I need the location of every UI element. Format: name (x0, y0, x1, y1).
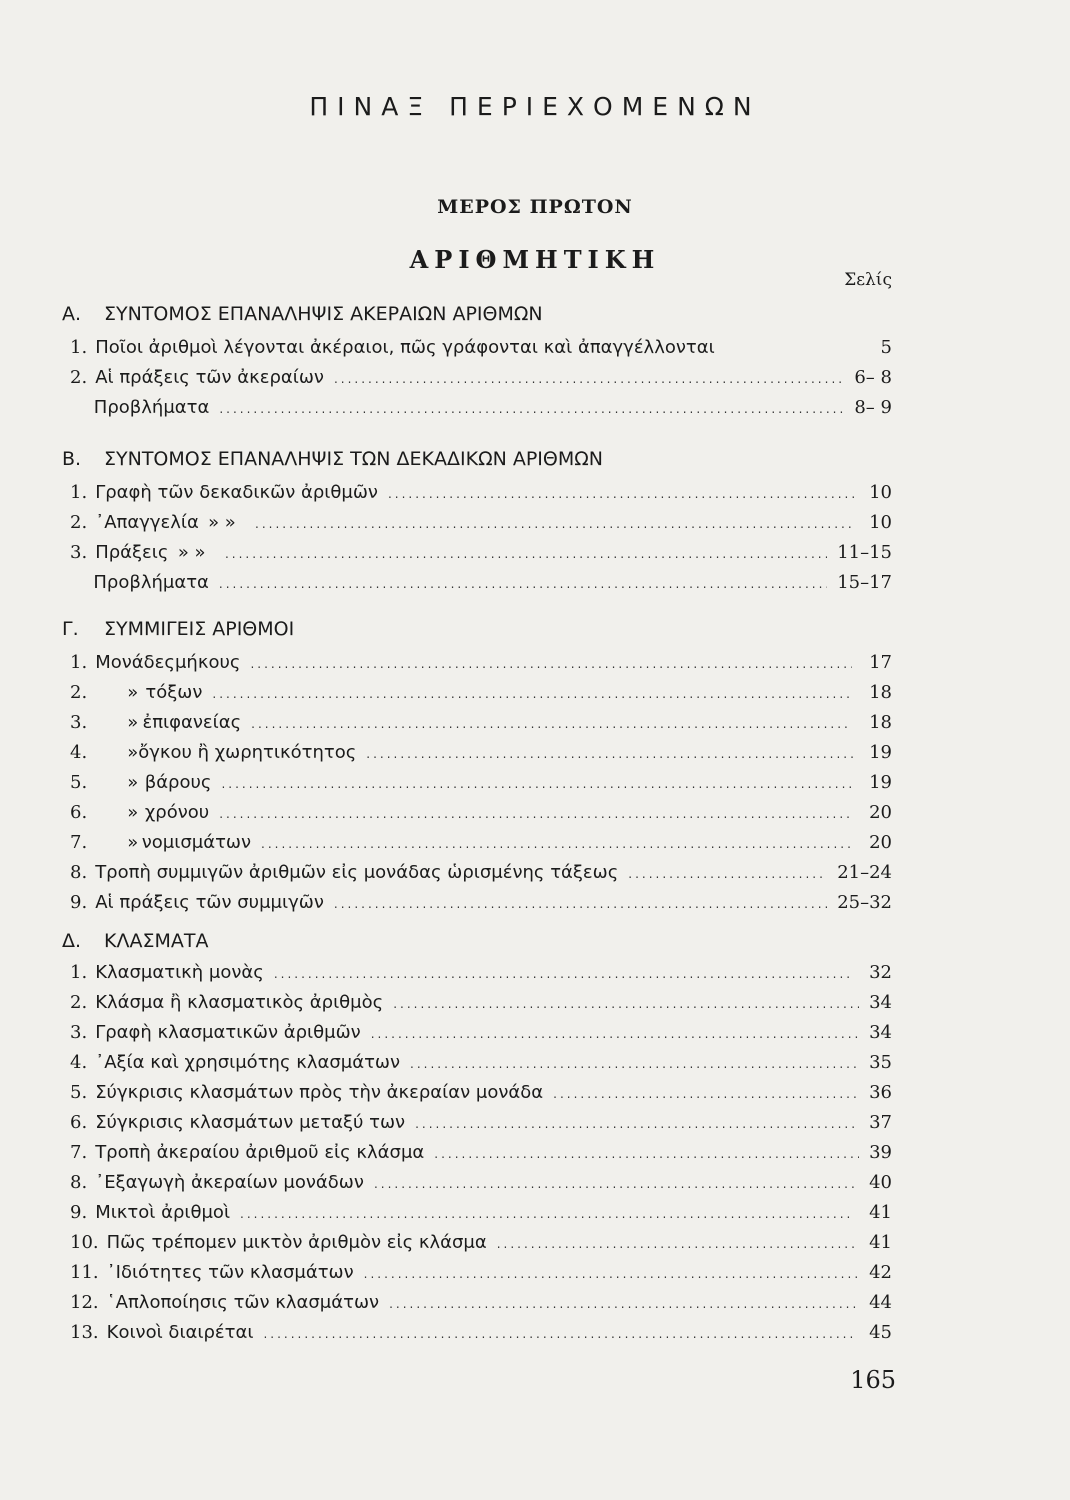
section-title: ΚΛΑΣΜΑΤΑ (104, 930, 209, 952)
entry-number: 2. (70, 992, 88, 1013)
dot-leader (274, 967, 854, 981)
dot-leader (628, 867, 827, 881)
section-heading-b (62, 448, 603, 470)
dot-leader (219, 577, 827, 591)
dot-leader (393, 997, 859, 1011)
entry-page: 42 (869, 1262, 892, 1283)
entry-number: 4. (70, 742, 88, 763)
toc-entry (70, 572, 892, 602)
entry-title: βάρους (144, 772, 212, 793)
entry-page: 34 (869, 1022, 892, 1043)
toc-entry (70, 1232, 892, 1262)
entry-title: Αἱ πράξεις τῶν ἀκεραίων (95, 367, 324, 388)
entry-page: 44 (869, 1292, 892, 1313)
toc-entry (70, 1082, 892, 1112)
entry-number: 1. (70, 337, 88, 358)
dot-leader (221, 777, 851, 791)
toc-entry (70, 772, 892, 802)
ditto-marks: » (127, 742, 139, 763)
dot-leader (250, 657, 852, 671)
entry-title: Πῶς τρέπομεν μικτὸν ἀριθμὸν εἰς κλάσμα (106, 1232, 487, 1253)
dot-leader (434, 1147, 859, 1161)
entry-page: 10 (869, 512, 892, 533)
entry-title: Τροπὴ ἀκεραίου ἀριθμοῦ εἰς κλάσμα (95, 1142, 425, 1163)
entry-number: 9. (70, 892, 88, 913)
entry-title: ᾿Απαγγελία (95, 512, 199, 533)
section-title: ΣΥΝΤΟΜΟΣ ΕΠΑΝΑΛΗΨΙΣ ΤΩΝ ΔΕΚΑΔΙΚΩΝ ΑΡΙΘΜΩΝ (104, 448, 603, 470)
section-heading-d (62, 930, 208, 952)
entry-title: Σύγκρισις κλασμάτων μεταξύ των (95, 1112, 406, 1133)
entry-number: 12. (70, 1292, 99, 1313)
entry-number: 6. (70, 802, 88, 823)
dot-leader (212, 687, 850, 701)
toc-entry (70, 542, 892, 572)
entry-title: Γραφὴ τῶν δεκαδικῶν ἀριθμῶν (95, 482, 378, 503)
entry-number: 10. (70, 1232, 99, 1253)
entry-number: 3. (70, 542, 88, 563)
entry-number: 2. (70, 682, 88, 703)
entry-title: ὄγκου ἢ χωρητικότητος (138, 742, 357, 763)
dot-leader (334, 897, 827, 911)
ditto-marks: » » (177, 542, 206, 563)
entry-title: Προβλήματα (93, 572, 209, 593)
toc-entry (70, 892, 892, 922)
entry-number: 7. (70, 1142, 88, 1163)
entry-title: Κοινοὶ διαιρέται (106, 1322, 254, 1343)
toc-entry (70, 1052, 892, 1082)
entry-title: νομισμάτων (141, 832, 252, 853)
entry-number: 8. (70, 862, 88, 883)
section-letter: Δ. (62, 930, 82, 952)
entry-page: 18 (869, 682, 892, 703)
toc-entry (70, 482, 892, 512)
dot-leader (410, 1057, 859, 1071)
toc-entry (70, 367, 892, 397)
section-heading-a (62, 303, 543, 325)
dot-leader (389, 1297, 859, 1311)
entry-page: 6– 8 (854, 367, 892, 388)
entry-title: χρόνου (144, 802, 210, 823)
dot-leader (219, 807, 851, 821)
toc-entry (70, 1022, 892, 1052)
entry-title: Γραφὴ κλασματικῶν ἀριθμῶν (95, 1022, 361, 1043)
entry-number: 2. (70, 367, 88, 388)
entry-page: 17 (869, 652, 892, 673)
entry-page: 11–15 (837, 542, 892, 563)
part-title: ΜΕΡΟΣ ΠΡΩΤΟΝ (437, 196, 633, 218)
toc-entry (70, 1292, 892, 1322)
entry-page: 34 (869, 992, 892, 1013)
entry-number: 2. (70, 512, 88, 533)
entry-title: ᾿Αξία καὶ χρησιμότης κλασμάτων (95, 1052, 401, 1073)
entry-number: 11. (70, 1262, 99, 1283)
dot-leader (415, 1117, 859, 1131)
entry-page: 8– 9 (854, 397, 892, 418)
entry-title: Πράξεις (95, 542, 169, 563)
entry-page: 41 (869, 1232, 892, 1253)
entry-page: 36 (869, 1082, 892, 1103)
dot-leader (255, 517, 853, 531)
entry-number: 3. (70, 1022, 88, 1043)
entry-page: 32 (869, 962, 892, 983)
entry-page: 41 (869, 1202, 892, 1223)
toc-entry (70, 1112, 892, 1142)
dot-leader (240, 1207, 852, 1221)
entry-number: 13. (70, 1322, 99, 1343)
toc-entry (70, 832, 892, 862)
page-number: 165 (850, 1366, 896, 1394)
entry-page: 25–32 (837, 892, 892, 913)
entry-page: 20 (869, 832, 892, 853)
dot-leader (334, 372, 844, 386)
entry-page: 40 (869, 1172, 892, 1193)
entry-page: 10 (869, 482, 892, 503)
entry-page: 15–17 (837, 572, 892, 593)
dot-leader (251, 717, 852, 731)
section-heading-c (62, 618, 294, 640)
toc-entry (70, 742, 892, 772)
entry-number: 5. (70, 1082, 88, 1103)
entry-page: 20 (869, 802, 892, 823)
dot-leader (261, 837, 853, 851)
section-letter: Β. (62, 448, 82, 470)
entry-title: Κλάσμα ἢ κλασματικὸς ἀριθμὸς (95, 992, 384, 1013)
ditto-marks: » (127, 832, 139, 853)
toc-entry (70, 802, 892, 832)
subject-title: ΑΡΙΘΜΗΤΙΚΗ (409, 245, 661, 274)
entry-title: Τροπὴ συμμιγῶν ἀριθμῶν εἰς μονάδας ὡρισμένης τάξεως (95, 862, 619, 883)
dot-leader (553, 1087, 859, 1101)
section-title: ΣΥΝΤΟΜΟΣ ΕΠΑΝΑΛΗΨΙΣ ΑΚΕΡΑΙΩΝ ΑΡΙΘΜΩΝ (104, 303, 543, 325)
ditto-marks: » (127, 712, 139, 733)
entry-title: Αἱ πράξεις τῶν συμμιγῶν (95, 892, 324, 913)
entry-number: 8. (70, 1172, 88, 1193)
dot-leader (366, 747, 858, 761)
entry-page: 35 (869, 1052, 892, 1073)
entry-title: Ποῖοι ἀριθμοὶ λέγονται ἀκέραιοι, πῶς γράφονται καὶ ἀπαγγέλλονται (95, 337, 715, 358)
dot-leader (364, 1267, 858, 1281)
entry-number: 1. (70, 482, 88, 503)
dot-leader (388, 487, 859, 501)
entry-number: 7. (70, 832, 88, 853)
entry-lead: Μονάδες (95, 652, 175, 673)
toc-entry (70, 1142, 892, 1172)
toc-entry (70, 1262, 892, 1292)
entry-title: ᾿Εξαγωγὴ ἀκεραίων μονάδων (95, 1172, 364, 1193)
toc-entry (70, 397, 892, 427)
page-column-label: Σελίς (844, 270, 892, 290)
entry-page: 18 (869, 712, 892, 733)
toc-entry (70, 337, 892, 367)
ditto-marks: » (127, 772, 139, 793)
entry-title: ῾Απλοποίησις τῶν κλασμάτων (106, 1292, 380, 1313)
dot-leader (371, 1027, 858, 1041)
entry-page: 19 (869, 742, 892, 763)
dot-leader (374, 1177, 858, 1191)
entry-number: 1. (70, 652, 88, 673)
entry-title: Προβλήματα (93, 397, 210, 418)
dot-leader (263, 1327, 853, 1341)
entry-number: 6. (70, 1112, 88, 1133)
toc-entry (70, 512, 892, 542)
entry-title: μήκους (174, 652, 241, 673)
ditto-marks: » » (208, 512, 236, 533)
ditto-marks: » (127, 802, 139, 823)
section-letter: Γ. (62, 618, 79, 640)
toc-entry (70, 682, 892, 712)
entry-title: Κλασματικὴ μονὰς (95, 962, 264, 983)
entry-page: 45 (869, 1322, 892, 1343)
entry-title: τόξων (145, 682, 203, 703)
entry-number: 1. (70, 962, 88, 983)
entry-title: Μικτοὶ ἀριθμοὶ (95, 1202, 231, 1223)
entry-page: 39 (869, 1142, 892, 1163)
dot-leader (225, 547, 827, 561)
ditto-marks: » (127, 682, 139, 703)
toc-entry (70, 862, 892, 892)
toc-entry (70, 1202, 892, 1232)
toc-entry (70, 1322, 892, 1352)
entry-number: 5. (70, 772, 88, 793)
entry-number: 3. (70, 712, 88, 733)
entry-page: 21–24 (837, 862, 892, 883)
entry-page: 5 (880, 337, 892, 358)
toc-entry (70, 712, 892, 742)
entry-title: Σύγκρισις κλασμάτων πρὸς τὴν ἀκεραίαν μονάδα (95, 1082, 544, 1103)
toc-entry (70, 1172, 892, 1202)
toc-entry (70, 992, 892, 1022)
dot-leader (497, 1237, 859, 1251)
toc-entry (70, 962, 892, 992)
contents-title: ΠΙΝΑΞ ΠΕΡΙΕΧΟΜΕΝΩΝ (309, 92, 761, 121)
entry-page: 37 (869, 1112, 892, 1133)
section-title: ΣΥΜΜΙΓΕΙΣ ΑΡΙΘΜΟΙ (104, 618, 295, 640)
section-letter: Α. (62, 303, 82, 325)
entry-page: 19 (869, 772, 892, 793)
dot-leader (219, 402, 844, 416)
entry-title: ἐπιφανείας (142, 712, 242, 733)
entry-title: ᾿Ιδιότητες τῶν κλασμάτων (106, 1262, 354, 1283)
entry-number: 4. (70, 1052, 88, 1073)
toc-entry (70, 652, 892, 682)
entry-number: 9. (70, 1202, 88, 1223)
